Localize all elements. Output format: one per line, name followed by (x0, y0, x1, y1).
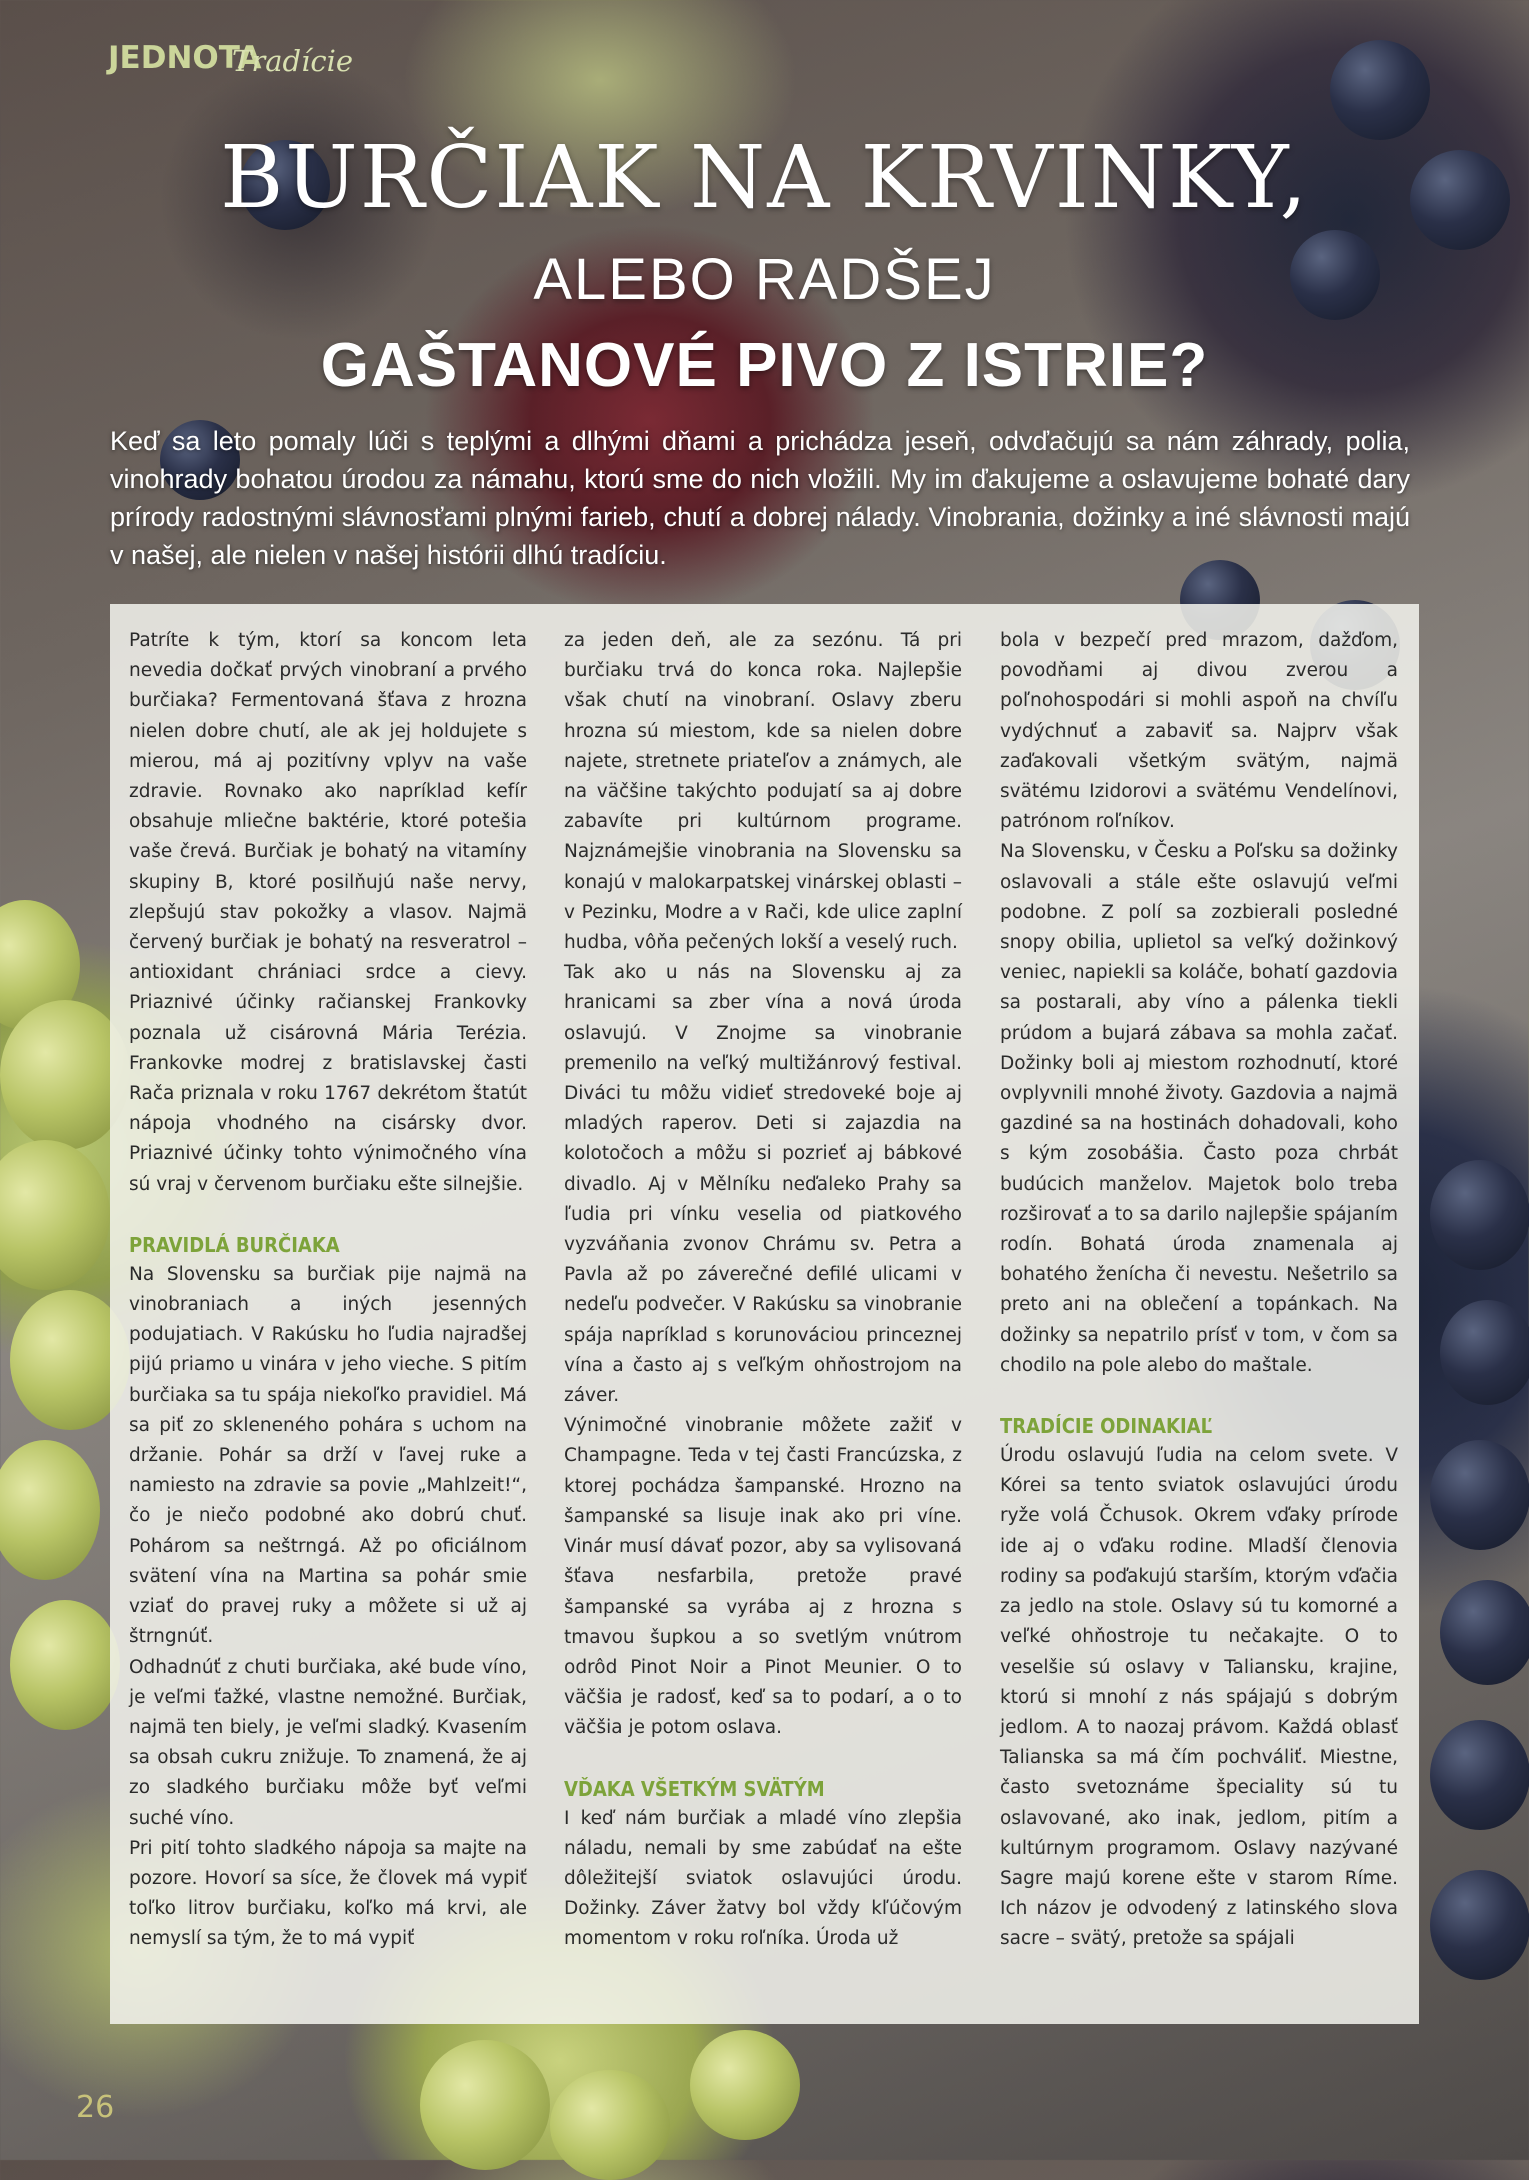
paragraph: Tak ako u nás na Slovensku aj za hranicami sa zber vína a nová úroda oslavujú. V Znojme sa vinobranie premenilo na veľký multižánrový festival. Diváci tu môžu vidieť stredoveké boje aj mladých raperov. Deti si zajazdia na kolotočoch a môžu si pozrieť aj bábkové divadlo. Aj v Mělníku neďaleko Prahy sa ľudia pri vínku veselia od piatkového vyzváňania zvonov Chrámu sv. Petra a Pavla až po záverečné defilé ulicami v nedeľu podvečer. V Rakúsku sa vinobranie spája napríklad s korunováciou princeznej vína a často aj s veľkým ohňostrojom na záver. (564, 962, 962, 1407)
article-column-3 (1000, 626, 1398, 1955)
brand-logo: JEDNOTA (108, 40, 262, 76)
grape-decoration (690, 2030, 800, 2140)
section-heading: VĎAKA VŠETKÝM SVÄTÝM (564, 1776, 825, 1801)
grape-decoration (1440, 1300, 1529, 1405)
grape-decoration (1430, 1720, 1529, 1830)
title-line-2: ALEBO RADŠEJ (533, 247, 996, 312)
paragraph: Pri pití tohto sladkého nápoja sa majte na pozore. Hovorí sa síce, že človek má vypiť toľko litrov burčiaku, koľko má krvi, ale nemyslí sa tým, že to má vypiť (129, 1837, 527, 1950)
title-line-3: GAŠTANOVÉ PIVO Z ISTRIE? (320, 331, 1209, 400)
grape-decoration (10, 1600, 120, 1730)
paragraph: Úrodu oslavujú ľudia na celom svete. V Kórei sa tento sviatok oslavujúci úrodu ryže volá Čchusok. Okrem vďaky prírode ide aj o vďaku rodine. Mladší členovia rodiny sa poďakujú starším, ktorým vďačia za jedlo na stole. Oslavy sú tu komorné a veľké ohňostroje tu nečakajte. O to veselšie sú oslavy v Taliansku, krajine, ktorú si mnohí z nás spájajú s dobrým jedlom. A to naozaj právom. Každá oblasť Talianska sa má čím pochváliť. Miestne, často svetoznáme špeciality sú tu oslavované, ako inak, jedlom, pitím a kultúrnym programom. Oslavy nazývané Sagre majú korene ešte v starom Ríme. Ich názov je odvodený z latinského slova sacre – svätý, pretože sa spájali (1000, 1445, 1398, 1950)
paragraph: bola v bezpečí pred mrazom, dažďom, povodňami aj divou zverou a poľnohospodári si mohli aspoň na chvíľu vydýchnuť a zabaviť sa. Najprv však zaďakovali všetkým svätým, najmä svätému Izidorovi a svätému Vendelínovi, patrónom roľníkov. (1000, 630, 1398, 833)
title-line-1: BURČIAK NA KRVINKY, (220, 128, 1309, 228)
grape-decoration (1430, 1160, 1529, 1270)
paragraph: Odhadnúť z chuti burčiaka, aké bude víno, je veľmi ťažké, vlastne nemožné. Burčiak, najmä ten biely, je veľmi sladký. Kvasením sa obsah cukru znižuje. To znamená, že aj zo sladkého burčiaku môže byť veľmi suché víno. (129, 1656, 527, 1829)
grape-decoration (0, 1140, 110, 1290)
article-column-2 (564, 626, 962, 1955)
paragraph: za jeden deň, ale za sezónu. Tá pri burčiaku trvá do konca roka. Najlepšie však chutí na vinobraní. Oslavy zberu hrozna sú miestom, kde sa nielen dobre najete, stretnete priateľov a známych, ale na väčšine takýchto podujatí sa aj dobre zabavíte pri kultúrnom programe. Najznámejšie vinobrania na Slovensku sa konajú v malokarpatskej vinárskej oblasti – v Pezinku, Modre a v Rači, kde ulice zaplní hudba, vôňa pečených lokší a veselý ruch. (564, 630, 962, 954)
grape-decoration (1440, 1580, 1529, 1685)
lead-paragraph: Keď sa leto pomaly lúči s teplými a dlhými dňami a prichádza jeseň, odvďačujú sa nám záhrady, polia, vinohrady bohatou úrodou za námahu, ktorú sme do nich vložili. My im ďakujeme a oslavujeme bohaté dary prírody radostnými slávnosťami plnými farieb, chutí a dobrej nálady. Vinobrania, dožinky a iné slávnosti majú v našej, ale nielen v našej histórii dlhú tradíciu. (110, 426, 1410, 570)
paragraph: Patríte k tým, ktorí sa koncom leta nevedia dočkať prvých vinobraní a prvého burčiaka? Fermentovaná šťava z hrozna nielen dobre chutí, ale ak jej holdujete s mierou, má aj pozitívny vplyv na vaše zdravie. Rovnako ako napríklad kefír obsahuje mliečne baktérie, ktoré potešia vaše črevá. Burčiak je bohatý na vitamíny skupiny B, ktoré posilňujú naše nervy, zlepšujú stav pokožky a vlasov. Najmä červený burčiak je bohatý na resveratrol – antioxidant chrániaci srdce a cievy. Priaznivé účinky račianskej Frankovky poznala už cisárovná Mária Terézia. Frankovke modrej z bratislavskej časti Rača priznala v roku 1767 dekrétom štatút nápoja vhodného na cisársky dvor. Priaznivé účinky tohto výnimočného vína sú vraj v červenom burčiaku ešte silnejšie. (129, 630, 527, 1195)
paragraph: I keď nám burčiak a mladé víno zlepšia náladu, nemali by sme zabúdať na ešte dôležitejší sviatok oslavujúci úrodu. Dožinky. Záver žatvy bol vždy kľúčovým momentom v roku roľníka. Úroda už (564, 1807, 962, 1950)
paragraph: Na Slovensku, v Česku a Poľsku sa dožinky oslavovali a stále ešte oslavujú veľmi podobne. Z polí sa zozbierali posledné snopy obilia, uplietol sa veľký dožinkový veniec, napiekli sa koláče, bohatí gazdovia sa postarali, aby víno a pálenka tiekli prúdom a bujará zábava sa mohla začať. Dožinky boli aj miestom rozhodnutí, ktoré ovplyvnili mnohé životy. Gazdovia a najmä gazdiné sa na hostinách dohadovali, koho s kým zosobášia. Často poza chrbát budúcich manželov. Majetok bolo treba rozširovať a to sa darilo najlepšie spájaním rodín. Bohatá úroda znamenala aj bohatého ženícha či nevestu. Nešetrilo sa preto ani na oblečení a topánkach. Na dožinky sa nepatrilo prísť v tom, v čom sa chodilo na pole alebo do maštale. (1000, 841, 1398, 1376)
grape-decoration (1330, 40, 1430, 140)
grape-decoration (550, 2070, 670, 2180)
section-label: Tradície (232, 44, 354, 78)
grape-decoration (1430, 1440, 1529, 1550)
article-column-1 (129, 626, 527, 1955)
grape-decoration (420, 2040, 550, 2170)
page-number: 26 (76, 2090, 115, 2125)
section-heading: PRAVIDLÁ BURČIAKA (129, 1232, 340, 1257)
paragraph: Na Slovensku sa burčiak pije najmä na vinobraniach a iných jesenných podujatiach. V Rakúsku ho ľudia najradšej pijú priamo u vinára v jeho vieche. S pitím burčiaka sa tu spája niekoľko pravidiel. Má sa piť zo skleneného pohára s uchom na držanie. Pohár sa drží v ľavej ruke a namiesto na zdravie sa povie „Mahlzeit!“, čo je niečo podobné ako dobrú chuť. Pohárom sa neštrngá. Až po oficiálnom svätení vína na Martina sa pohár smie vziať do pravej ruky a môžete si už aj štrngnúť. (129, 1263, 527, 1648)
grape-decoration (1430, 1870, 1529, 1980)
paragraph: Výnimočné vinobranie môžete zažiť v Champagne. Teda v tej časti Francúzska, z ktorej pochádza šampanské. Hrozno na šampanské sa lisuje inak ako pri víne. Vinár musí dávať pozor, aby sa vylisovaná šťava nesfarbila, pretože pravé šampanské sa vyrába aj z hrozna s tmavou šupkou a so svetlým vnútrom odrôd Pinot Noir a Pinot Meunier. O to väčšia je radosť, keď sa to podarí, a o to väčšia je potom oslava. (564, 1415, 962, 1739)
grape-decoration (0, 1440, 100, 1580)
section-heading: TRADÍCIE ODINAKIAĽ (1000, 1414, 1213, 1439)
